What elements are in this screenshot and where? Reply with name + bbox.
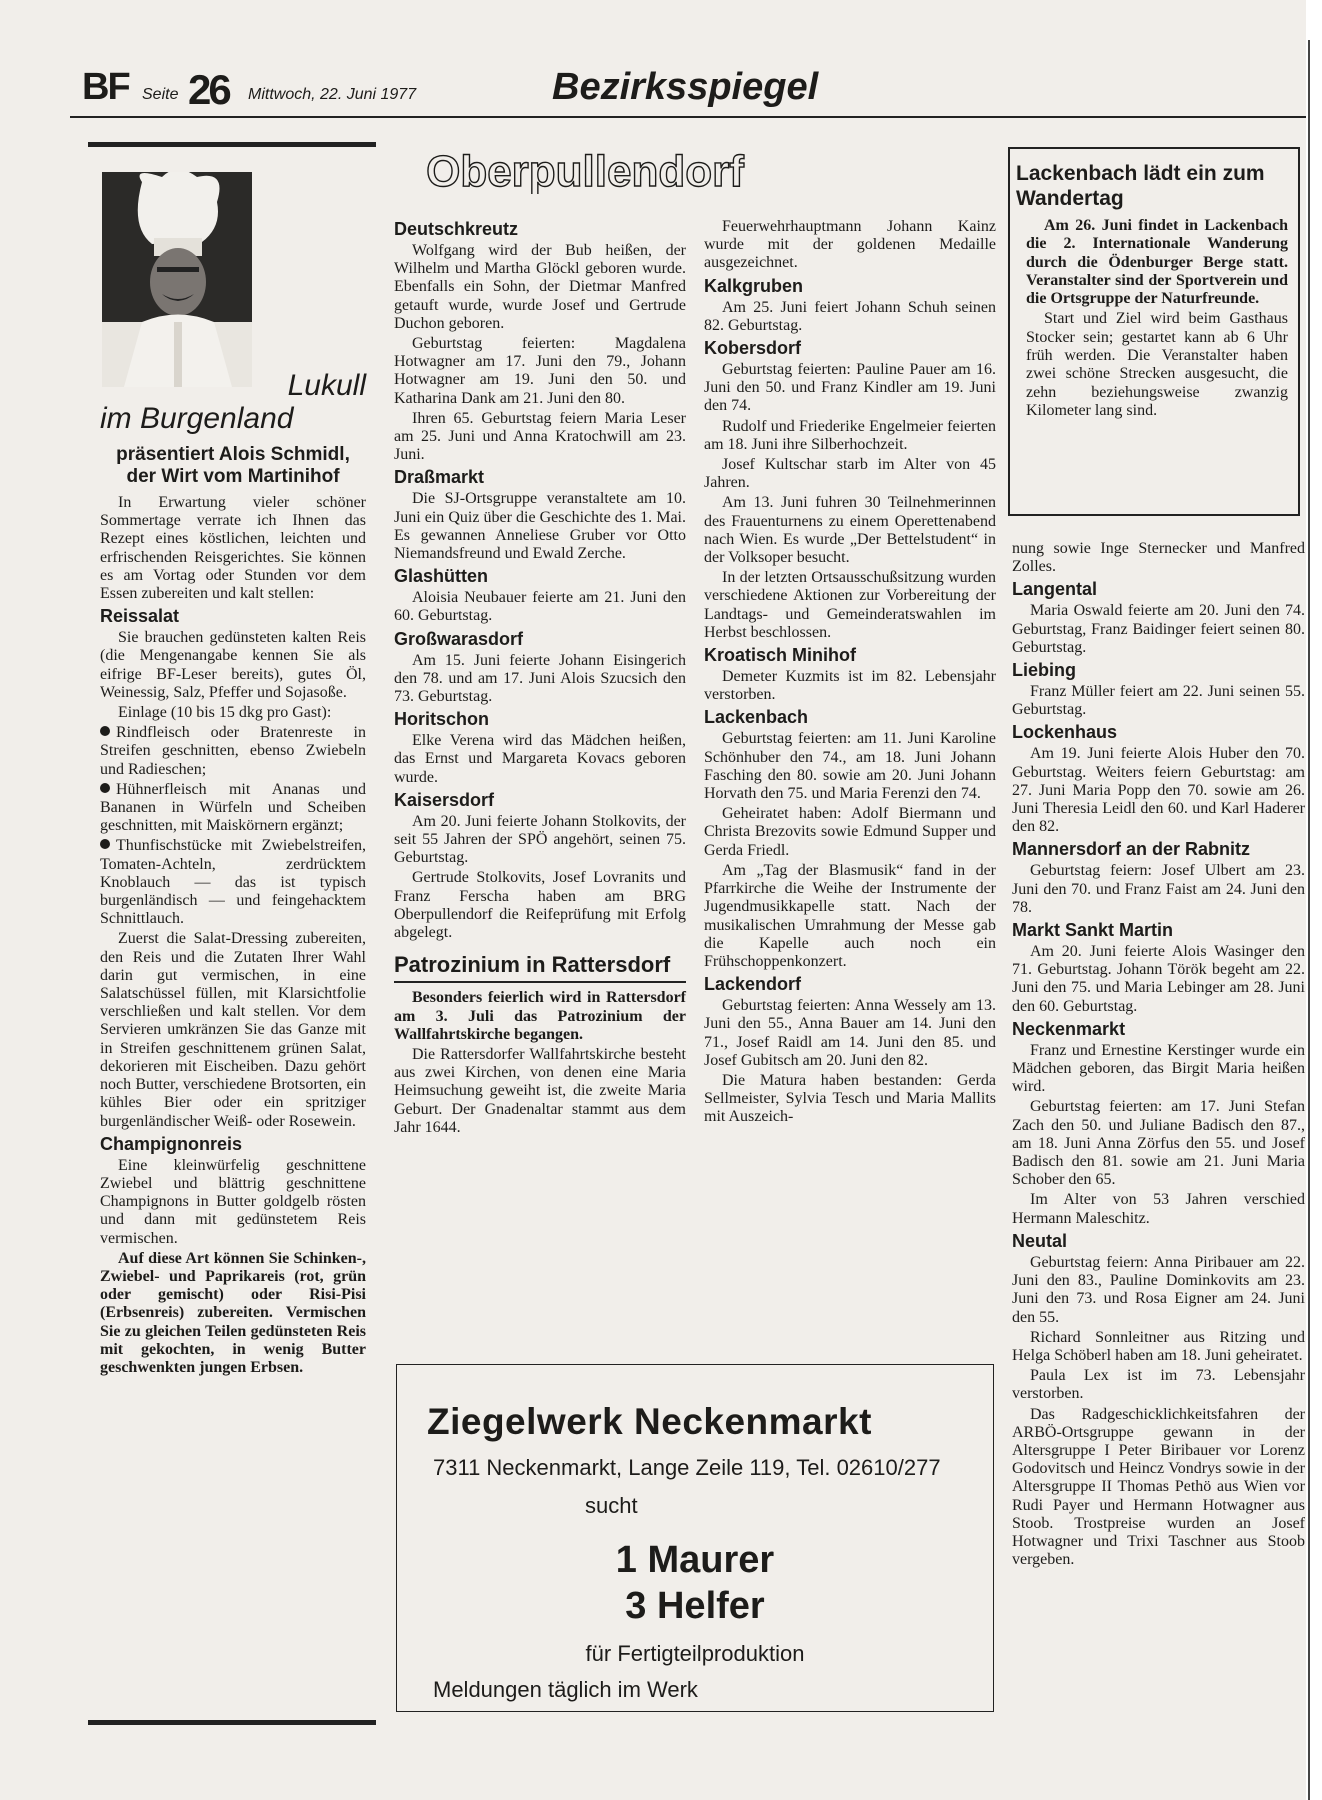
ad-position-1: 1 Maurer (615, 1539, 775, 1581)
ad-department: für Fertigteilproduktion (585, 1641, 805, 1666)
bullet-dot-icon (100, 783, 110, 793)
recipe-intro: In Erwartung vieler schöner Sommertage verrate ich Ihnen das Rezept eines köstlichen, leichten und erfrischenden Reisgerichtes. Sie können es am Vortag oder Stunden vor dem Essen zubereiten und kalt stellen: (100, 494, 366, 603)
heading-kobersdorf: Kobersdorf (704, 338, 802, 359)
news-paragraph: Richard Sonnleitner aus Ritzing und Helga Schöberl haben am 18. Juni geheiratet. (1012, 1328, 1305, 1364)
news-paragraph: Geburtstag feierten: am 11. Juni Karoline Schönhuber den 74., am 18. Juni Johann Fasching den 80. sowie am 20. Juni Johann Horvath den 75. und Maria Ferenzi den 74. (704, 730, 996, 803)
wandertag-box (1008, 147, 1300, 516)
bullet-text: Rindfleisch oder Bratenreste in Streifen geschnitten, ebenso Zwiebeln und Radieschen; (100, 724, 366, 778)
news-paragraph: Das Radgeschicklichkeitsfahren der ARBÖ-Ortsgruppe gewann in der Altersgruppe I Peter Biribauer vor Lorenz Godovitsch und Heincz Vondrys sowie in der Altersgruppe II Thomas Pethö aus Wien vor Rudi Payer und Hermann Hotwagner aus Stoob. Trostpreise wurden an Josef Hotwagner und Trixi Taschner aus Stoob vergeben. (1012, 1405, 1305, 1569)
paper-logo: BF (82, 66, 129, 108)
news-paragraph: Ihren 65. Geburtstag feiern Maria Leser am 25. Juni und Anna Kratochwill am 23. Juni. (394, 409, 686, 464)
column-bottom-bar (88, 1720, 376, 1725)
feature-title-2: im Burgenland (100, 402, 294, 435)
news-paragraph: Wolfgang wird der Bub heißen, der Wilhelm und Martha Glöckl geboren wurde. Ebenfalls ein Sohn, der Dietmar Manfred getauft wurde, wurde Josef und Gertrude Duchon geboren. (394, 242, 686, 332)
news-paragraph: Geburtstag feierten: Anna Wessely am 13. Juni den 55., Anna Bauer am 14. Juni den 71., Josef Raidl am 14. Juni den 85. und Josef Gubitsch am 20. Juni den 82. (704, 997, 996, 1069)
district-title (400, 148, 770, 194)
news-paragraph: Feuerwehrhauptmann Johann Kainz wurde mit der goldenen Medaille ausgezeichnet. (704, 218, 996, 272)
heading-lockenhaus: Lockenhaus (1012, 722, 1118, 743)
heading-markt-sankt-martin: Markt Sankt Martin (1012, 920, 1174, 941)
news-paragraph: Am „Tag der Blasmusik“ fand in der Pfarrkirche die Weihe der Instrumente der Jugendmusikkapelle statt. Nach der musikalischen Umrahmung der Messe gab die Kapelle auch noch ein Frühschoppenkonzert. (704, 861, 996, 970)
news-paragraph: Josef Kultschar starb im Alter von 45 Jahren. (704, 456, 996, 492)
news-paragraph: Geburtstag feierten: am 17. Juni Stefan Zach den 50. und Juliane Badisch den 87., am 18. Juni Anna Zörfus den 55. und Josef Badisch den 81. sowie am 21. Juni Maria Schober den 65. (1012, 1098, 1305, 1189)
heading-drassmarkt: Draßmarkt (394, 467, 485, 488)
news-lead: Besonders feierlich wird in Rattersdorf am 3. Juli das Patrozinium der Wallfahrtskirche begangen. (394, 989, 686, 1043)
recipe-bullet (100, 724, 366, 779)
heading-neckenmarkt: Neckenmarkt (1012, 1018, 1126, 1039)
heading-langental: Langental (1012, 579, 1098, 600)
column-top-bar (88, 142, 376, 147)
heading-champignonreis: Champignonreis (100, 1133, 243, 1154)
job-advertisement (396, 1364, 994, 1712)
heading-reissalat: Reissalat (100, 606, 180, 627)
heading-kaisersdorf: Kaisersdorf (394, 789, 495, 810)
section-title: Bezirksspiegel (552, 66, 819, 108)
news-paragraph: Die Rattersdorfer Wallfahrtskirche besteht aus zwei Kirchen, von denen eine Maria Heimsuchung geweiht ist, die zweite Maria Geburt. Der Gnadenaltar stammt aus dem Jahr 1644. (394, 1045, 686, 1136)
news-paragraph: Maria Oswald feierte am 20. Juni den 74. Geburtstag, Franz Baidinger feiert seinen 80. Geburtstag. (1012, 602, 1305, 656)
chef-photo (102, 172, 252, 387)
news-paragraph: Aloisia Neubauer feierte am 21. Juni den 60. Geburtstag. (394, 589, 686, 625)
ad-position-2: 3 Helfer (625, 1585, 765, 1627)
bullet-dot-icon (100, 839, 110, 849)
heading-mannersdorf: Mannersdorf an der Rabnitz (1012, 839, 1251, 860)
bullet-text: Thunfischstücke mit Zwiebelstreifen, Tomaten-Achteln, zerdrücktem Knoblauch — das ist typisch burgenländisch — und feingehacktem Schnittlauch. (100, 837, 366, 928)
heading-liebing: Liebing (1012, 660, 1076, 681)
heading-patrozinium: Patrozinium in Rattersdorf (394, 952, 671, 978)
ad-contact: Meldungen täglich im Werk (433, 1677, 698, 1702)
ad-sucht: sucht (585, 1493, 638, 1518)
news-column-4 (1012, 540, 1305, 1571)
recipe-column (100, 172, 366, 1379)
heading-rule (394, 981, 686, 983)
masthead (70, 62, 1315, 118)
wandertag-body: Start und Ziel wird beim Gasthaus Stocker sein; gestartet kann ab 6 Uhr früh werden. Die Veranstalter haben zwei schöne Strecken ausgesucht, die zehn beziehungsweise zwanzig Kilometer lang sind. (1026, 310, 1288, 419)
feature-title-1: Lukull (287, 369, 366, 402)
news-column-3 (704, 218, 996, 1129)
feature-subhead: präsentiert Alois Schmidl, der Wirt vom Martinihof (116, 444, 350, 487)
news-paragraph: In der letzten Ortsausschußsitzung wurden verschiedene Aktionen zur Vorbereitung der Landtags- und Gemeinderatswahlen im Herbst beschlossen. (704, 569, 996, 641)
heading-kroatisch-minihof: Kroatisch Minihof (704, 645, 856, 666)
recipe-paragraph: Auf diese Art können Sie Schinken-, Zwiebel- und Paprikareis (rot, grün oder gemischt) oder Risi-Pisi (Erbsenreis) zubereiten. Vermischen Sie zu gleichen Teilen gedünsteten Reis mit gekochten, in wenig Butter geschwenkten jungen Erbsen. (100, 1249, 366, 1376)
bullet-text: Hühnerfleisch mit Ananas und Bananen in Würfeln und Scheiben geschnitten, mit Maiskörnern ergänzt; (100, 780, 366, 835)
heading-glashuetten: Glashütten (394, 566, 489, 587)
news-paragraph: Gertrude Stolkovits, Josef Lovranits und Franz Ferscha haben am BRG Oberpullendorf die Reifeprüfung mit Erfolg abgelegt. (394, 869, 686, 942)
news-paragraph: Die Matura haben bestanden: Gerda Sellmeister, Sylvia Tesch und Maria Mallits mit Auszeich- (704, 1071, 996, 1126)
recipe-paragraph: Sie brauchen gedünsteten kalten Reis (die Mengenangabe kennen Sie als eifrige BF-Leser bereits), gutes Öl, Weinessig, Salz, Pfeffer und Sojasoße. (100, 629, 366, 701)
page-label: Seite (142, 86, 179, 103)
news-paragraph: Am 15. Juni feierte Johann Eisingerich den 78. und am 17. Juni Alois Szucsich den 73. Geburtstag. (394, 651, 686, 706)
news-paragraph: Am 25. Juni feiert Johann Schuh seinen 82. Geburtstag. (704, 298, 996, 334)
page-edge-line (1308, 40, 1310, 1800)
recipe-paragraph: Einlage (10 bis 15 dkg pro Gast): (118, 704, 332, 722)
news-paragraph: Geheiratet haben: Adolf Biermann und Christa Brezovits sowie Edmund Supper und Gerda Friedl. (704, 805, 996, 859)
news-paragraph: Rudolf und Friederike Engelmeier feierten am 18. Juni ihre Silberhochzeit. (704, 417, 996, 453)
news-paragraph: Franz und Ernestine Kerstinger wurde ein Mädchen geboren, das Birgit Maria heißen wird. (1012, 1041, 1305, 1096)
heading-kalkgruben: Kalkgruben (704, 275, 804, 296)
heading-grosswarasdorf: Großwarasdorf (394, 628, 524, 649)
recipe-paragraph: Zuerst die Salat-Dressing zubereiten, den Reis und die Zutaten Ihrer Wahl darin gut vermischen, in eine Salatschüssel füllen, mit Klarsichtfolie verschließen und kalt stellen. Vor dem Servieren umkränzen Sie das Ganze mit in Streifen geschnittenem grünen Salat, dekorieren mit Eischeiben. Dazu gehört noch Butter, verschiedene Brotsorten, ein kühles Bier oder ein spritziger burgenländischer Weiß- oder Rosewein. (100, 930, 366, 1130)
news-paragraph: Geburtstag feierten: Pauline Pauer am 16. Juni den 50. und Franz Kindler am 19. Juni den 74. (704, 361, 996, 415)
news-paragraph: Im Alter von 53 Jahren verschied Hermann Maleschitz. (1012, 1191, 1305, 1227)
news-column-2 (394, 218, 686, 1139)
heading-neutal: Neutal (1012, 1230, 1068, 1251)
heading-deutschkreutz: Deutschkreutz (394, 219, 519, 239)
news-paragraph: Paula Lex ist im 73. Lebensjahr verstorben. (1012, 1367, 1305, 1403)
ad-address: 7311 Neckenmarkt, Lange Zeile 119, Tel. 02610/277 (433, 1455, 941, 1480)
news-paragraph: Elke Verena wird das Mädchen heißen, das Ernst und Margareta Kovacs geboren wurde. (394, 732, 686, 786)
news-paragraph: Franz Müller feiert am 22. Juni seinen 55. Geburtstag. (1012, 683, 1305, 719)
wandertag-box-content (1016, 161, 1288, 422)
news-paragraph: Die SJ-Ortsgruppe veranstaltete am 10. Juni ein Quiz über die Geschichte des 1. Mai. Es gewannen Anneliese Gruber vor Otto Niemandsfreund und Ewald Zerche. (394, 490, 686, 563)
news-paragraph: Am 20. Juni feierte Alois Wasinger den 71. Geburtstag. Johann Török begeht am 22. Juni den 75. und Maria Lebinger am 28. Juni den 60. Geburtstag. (1012, 943, 1305, 1015)
recipe-paragraph: Eine kleinwürfelig geschnittene Zwiebel und blättrig geschnittene Champignons in Butter goldgelb rösten und dann mit gedünstetem Reis vermischen. (100, 1156, 366, 1247)
news-paragraph: Geburtstag feierten: Magdalena Hotwagner am 17. Juni den 79., Johann Hotwagner am 19. Juni den 50. und Katharina Dank am 21. Juni den 80. (394, 335, 686, 407)
wandertag-title: Lackenbach lädt ein zum Wandertag (1016, 162, 1265, 210)
masthead-rule (70, 116, 1315, 118)
district-title-text: Oberpullendorf (426, 148, 744, 194)
news-paragraph: Demeter Kuzmits ist im 82. Lebensjahr verstorben. (704, 668, 996, 704)
page-number: 26 (188, 66, 229, 113)
recipe-bullet (100, 781, 366, 836)
wandertag-lead: Am 26. Juni findet in Lackenbach die 2. Internationale Wanderung durch die Ödenburger Berge statt. Veranstalter sind der Sportverein und die Ortsgruppe der Naturfreunde. (1026, 217, 1288, 308)
news-paragraph: Am 20. Juni feierte Johann Stolkovits, der seit 55 Jahren der SPÖ angehört, seinen 75. Geburtstag. (394, 812, 686, 867)
news-paragraph: Am 19. Juni feierte Alois Huber den 70. Geburtstag. Weiters feiern Geburtstag: am 27. Juni Maria Popp den 70. sowie am 26. Juni Theresia Leidl den 60. und Karl Haderer den 82. (1012, 745, 1305, 836)
heading-lackenbach: Lackenbach (704, 707, 809, 728)
news-paragraph: Geburtstag feiern: Josef Ulbert am 23. Juni den 70. und Franz Faist am 24. Juni den 78. (1012, 862, 1305, 916)
recipe-bullet (100, 837, 366, 928)
news-paragraph: Am 13. Juni fuhren 30 Teilnehmerinnen des Frauenturnens zu einem Operettenabend nach Wien. Es wurde „Der Bettelstudent“ in der Volksoper besucht. (704, 494, 996, 567)
ad-company: Ziegelwerk Neckenmarkt (427, 1401, 872, 1442)
heading-lackendorf: Lackendorf (704, 974, 802, 995)
news-paragraph: nung sowie Inge Sternecker und Manfred Zolles. (1012, 540, 1305, 576)
heading-horitschon: Horitschon (394, 709, 490, 730)
bullet-dot-icon (100, 726, 110, 736)
news-paragraph: Geburtstag feiern: Anna Piribauer am 22. Juni den 83., Pauline Dominkovits am 23. Juni den 73. und Rosa Eigner am 24. Juni den 55. (1012, 1253, 1305, 1326)
issue-date: Mittwoch, 22. Juni 1977 (248, 86, 417, 103)
